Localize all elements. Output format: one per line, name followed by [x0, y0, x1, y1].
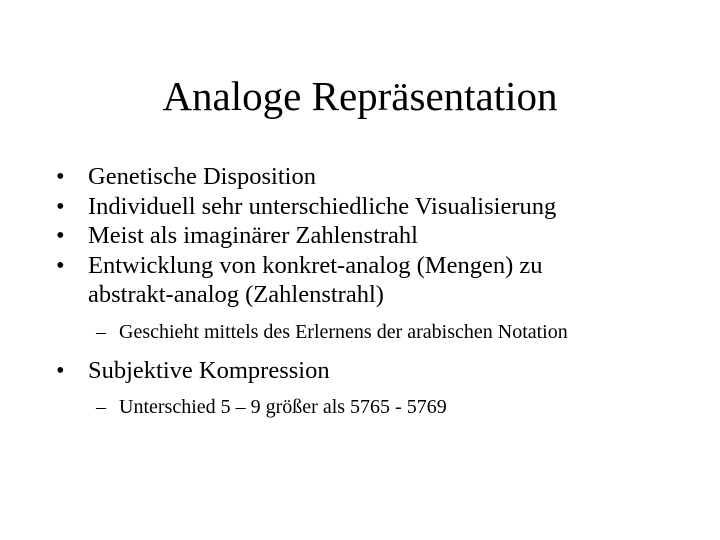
subbullet-item	[56, 320, 696, 344]
bullet-item	[56, 192, 696, 222]
spacer	[56, 385, 696, 395]
bullet-text: Individuell sehr unterschiedliche Visualisierung	[88, 192, 557, 220]
bullet-item	[56, 251, 696, 310]
spacer	[56, 310, 696, 320]
bullet-item	[56, 221, 696, 251]
subbullet-item	[56, 395, 696, 419]
spacer	[56, 344, 696, 356]
bullet-item	[56, 162, 696, 192]
bullet-text: Meist als imaginärer Zahlenstrahl	[88, 222, 418, 249]
subbullet-text: Unterschied 5 – 9 größer als 5765 - 5769	[119, 396, 447, 418]
bullet-marker: •	[56, 163, 65, 190]
bullet-text: Subjektive Kompression	[88, 356, 330, 384]
bullet-marker: •	[56, 192, 65, 220]
bullet-text: Genetische Disposition	[88, 163, 316, 190]
bullet-marker: •	[56, 222, 65, 249]
bullet-marker: •	[56, 251, 65, 279]
bullet-list	[56, 162, 696, 419]
bullet-marker: •	[56, 356, 65, 384]
subbullet-text: Geschieht mittels des Erlernens der arabischen Notation	[119, 320, 568, 343]
bullet-text-line-2: abstrakt-analog (Zahlenstrahl)	[88, 281, 384, 308]
bullet-item	[56, 356, 696, 386]
slide-title: Analoge Repräsentation	[162, 73, 558, 119]
subbullet-marker: –	[96, 396, 106, 418]
bullet-text-line-1: Entwicklung von konkret-analog (Mengen) zu	[88, 251, 543, 279]
subbullet-marker: –	[96, 320, 106, 343]
